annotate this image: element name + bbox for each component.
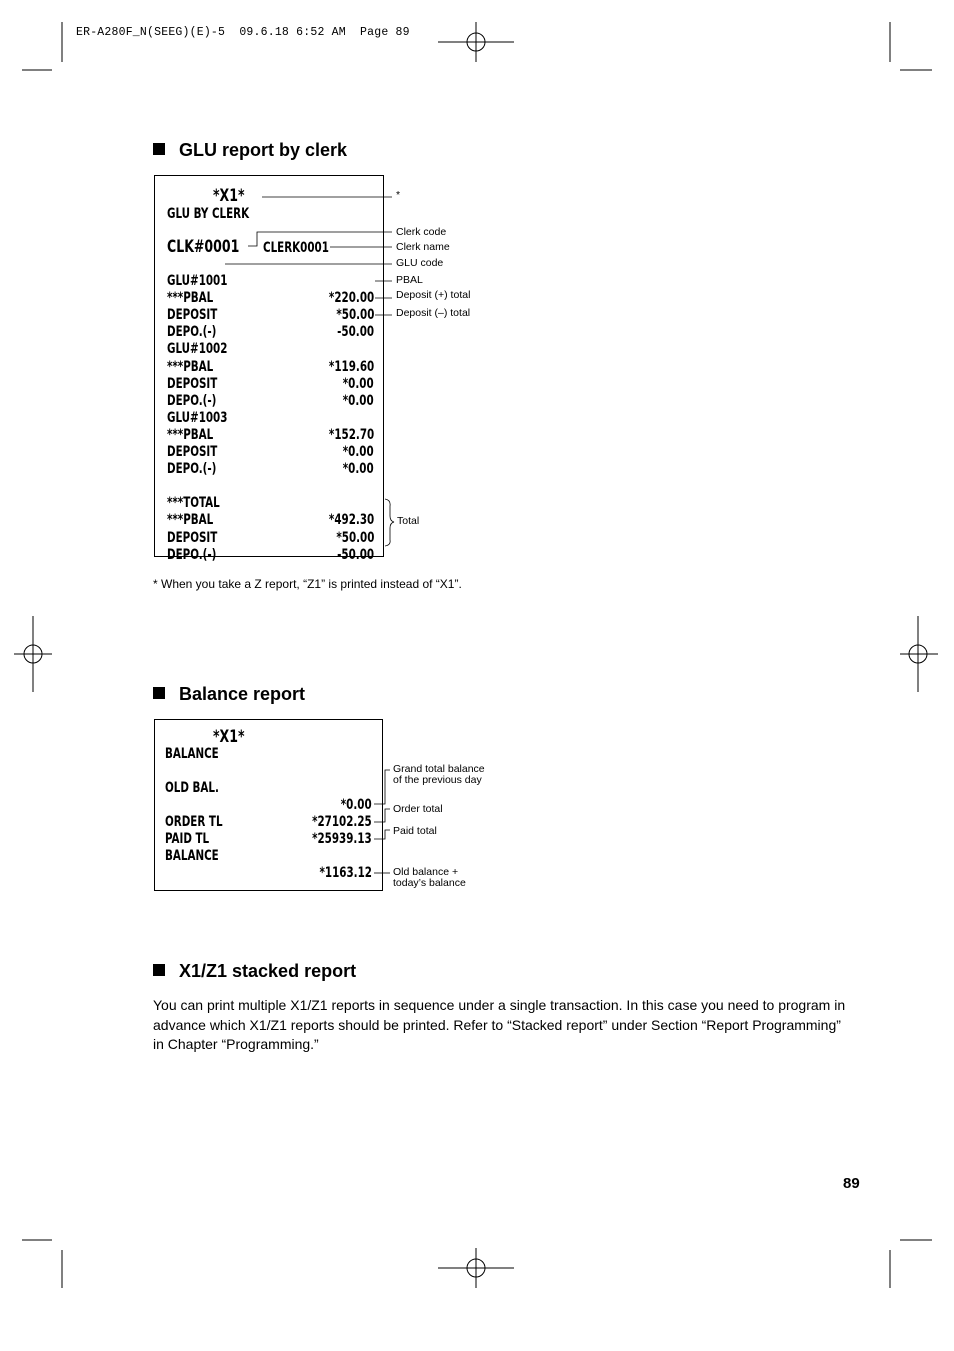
glu-row-label: ***PBAL (167, 358, 214, 375)
bullet-square-icon (153, 964, 165, 976)
glu-row-label: DEPO.(-) (167, 392, 217, 409)
glu-row-label: ***TOTAL (167, 495, 220, 512)
glu-row-label: DEPOSIT (167, 444, 218, 460)
glu-row-label: DEPO.(-) (167, 461, 217, 478)
glu-row-label: GLU#1002 (167, 341, 228, 358)
callout-deposit-plus: Deposit (+) total (396, 289, 471, 301)
glu-row-value: *0.00 (343, 375, 374, 392)
callout-total: Total (397, 515, 420, 527)
balance-label: BALANCE (165, 848, 219, 864)
glu-title-text: GLU report by clerk (179, 140, 348, 160)
glu-row-label: ***PBAL (167, 426, 214, 443)
balance-title-text: Balance report (179, 684, 306, 704)
stacked-body: You can print multiple X1/Z1 reports in sequence under a single transaction. In this case you need to program in advance which X1/Z1 reports should be printed. Refer to “Stacked report” under Section “Report Programming” in Chapter “Programming.” (153, 997, 846, 1052)
old-bal-value: *0.00 (341, 797, 372, 813)
order-label: ORDER TL (165, 814, 223, 830)
order-value: *27102.25 (312, 814, 372, 830)
old-bal-label: OLD BAL. (165, 780, 219, 796)
glu-row-value: *119.60 (328, 358, 374, 375)
callout-old-balance-2: today’s balance (393, 877, 466, 889)
glu-row-label: DEPO.(-) (167, 546, 217, 563)
paid-label: PAID TL (165, 831, 210, 847)
paid-value: *25939.13 (312, 831, 372, 847)
glu-row-label: DEPOSIT (167, 307, 218, 324)
glu-row-label: DEPOSIT (167, 375, 218, 392)
glu-footnote: * When you take a Z report, “Z1” is printed instead of “X1”. (153, 577, 462, 591)
callout-order-total: Order total (393, 803, 443, 815)
glu-row-label: ***PBAL (167, 512, 214, 529)
glu-row-value: *0.00 (343, 444, 374, 460)
glu-mode: *X1* (213, 186, 245, 206)
callout-pbal: PBAL (396, 274, 423, 286)
callout-grand-total-1: Grand total balance (393, 763, 485, 775)
glu-row-value: *492.30 (328, 512, 374, 529)
glu-row-value: *0.00 (343, 392, 374, 409)
glu-row-label: ***PBAL (167, 290, 214, 307)
page-number: 89 (843, 1175, 860, 1192)
stacked-title-text: X1/Z1 stacked report (179, 961, 357, 981)
glu-row-value: *0.00 (343, 461, 374, 478)
balance-report-title: BALANCE (165, 746, 219, 762)
callout-clerk-code: Clerk code (396, 226, 447, 238)
glu-row-value: *152.70 (328, 426, 374, 443)
glu-report-title: GLU BY CLERK (167, 206, 250, 222)
glu-clerk-name: CLERK0001 (263, 240, 329, 256)
glu-row-label: DEPO.(-) (167, 324, 217, 341)
print-header: ER-A280F_N(SEEG)(E)-5 09.6.18 6:52 AM Page 89 (76, 26, 410, 39)
balance-mode: *X1* (213, 727, 245, 747)
callout-grand-total-2: of the previous day (393, 774, 482, 786)
callout-paid-total: Paid total (393, 825, 437, 837)
glu-row-value: *50.00 (335, 307, 374, 324)
glu-row-value: -50.00 (337, 324, 374, 341)
glu-row-label: DEPOSIT (167, 529, 218, 546)
glu-clerk-code: CLK#0001 (167, 237, 240, 257)
glu-row-label: GLU#1003 (167, 409, 228, 426)
glu-row-label: GLU#1001 (167, 273, 228, 289)
callout-glu-code: GLU code (396, 257, 444, 269)
callout-deposit-minus: Deposit (–) total (396, 307, 471, 319)
stacked-section-title (153, 961, 356, 982)
glu-row-value: *220.00 (328, 290, 374, 307)
balance-value: *1163.12 (319, 865, 372, 881)
callout-asterisk: * (396, 189, 401, 201)
callout-clerk-name: Clerk name (396, 241, 450, 253)
glu-row-value: *50.00 (335, 529, 374, 546)
callout-old-balance-1: Old balance + (393, 866, 459, 878)
glu-row-value: -50.00 (337, 546, 374, 563)
